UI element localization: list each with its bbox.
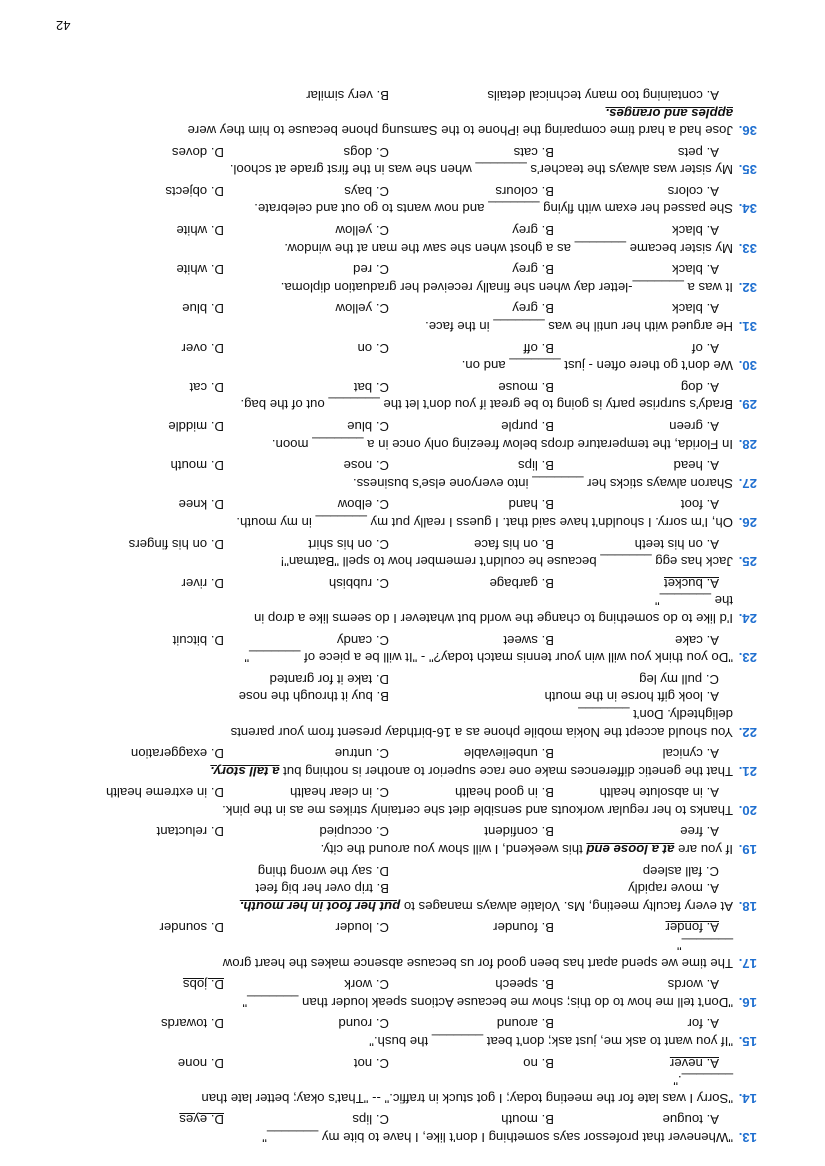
idiom-phrase: put her foot in her mouth. xyxy=(239,898,401,914)
question-number: 20. xyxy=(738,802,757,818)
options-row xyxy=(57,919,757,937)
question-number: 26. xyxy=(738,515,757,530)
question-text: "Whenever that professor says something I don't like, I have to bite my _______" xyxy=(262,1130,733,1145)
answer-option[interactable]: C. pull my leg xyxy=(639,671,719,687)
answer-option[interactable]: B. no xyxy=(523,1055,554,1071)
question-text: Oh, I'm sorry. I shouldn't have said that. I guess I really put my _______ in my mouth. xyxy=(236,515,733,530)
answer-option[interactable]: D. blue xyxy=(182,301,224,317)
question-item xyxy=(57,862,757,915)
question-number: 36. xyxy=(738,123,757,139)
question-stem xyxy=(57,801,757,819)
options-row xyxy=(57,378,757,396)
question-stem xyxy=(57,649,757,667)
options-row xyxy=(57,880,757,898)
options-row xyxy=(57,1015,757,1033)
question-item xyxy=(57,1111,757,1146)
question-stem xyxy=(57,1032,757,1050)
answer-option[interactable]: A. cynical xyxy=(662,746,719,762)
question-number: 28. xyxy=(738,436,757,452)
answer-option[interactable]: A. look gift horse in the mouth xyxy=(544,689,719,705)
question-number: 16. xyxy=(738,994,757,1010)
question-item xyxy=(57,574,757,627)
question-stem xyxy=(57,161,757,179)
question-item xyxy=(57,745,757,780)
question-text: That the genetic differences make one race superior to another is nothing but xyxy=(279,763,733,779)
question-item xyxy=(57,535,757,570)
question-number: 23. xyxy=(738,650,757,666)
question-text-end: this weekend, I will show you around the city. xyxy=(320,842,587,858)
answer-option[interactable]: D. white xyxy=(176,223,224,239)
question-stem xyxy=(57,936,757,971)
question-item xyxy=(57,1015,757,1050)
question-text: My sister was always the teacher's _______ when she was in the first grade at school. xyxy=(229,162,733,178)
question-stem xyxy=(57,239,757,257)
question-stem xyxy=(57,993,757,1011)
answer-option[interactable]: C. red xyxy=(353,262,389,278)
answer-option[interactable]: A. foot xyxy=(680,497,719,513)
answer-option[interactable]: D. mouth xyxy=(170,458,224,474)
answer-option[interactable]: B. garbage xyxy=(489,575,554,591)
answer-option[interactable]: C. bat xyxy=(353,379,389,395)
question-stem xyxy=(57,841,757,859)
question-stem xyxy=(57,396,757,414)
question-text: She passed her exam with flying _______ and now wants to go out and celebrate. xyxy=(254,201,733,217)
answer-option[interactable]: A. black xyxy=(672,223,719,239)
question-text: "If you want to ask me, just ask; don't beat _______ the bush." xyxy=(369,1034,733,1050)
question-number: 31. xyxy=(738,319,757,335)
answer-option[interactable]: C. on xyxy=(357,340,389,356)
options-row xyxy=(57,574,757,592)
answer-option[interactable]: A. black xyxy=(672,262,719,278)
question-text: At every faculty meeting, Ms. Volatie always manages to xyxy=(400,898,733,914)
question-stem xyxy=(57,474,757,492)
answer-option[interactable]: C. work xyxy=(344,977,389,993)
question-item xyxy=(57,496,757,531)
answer-option[interactable]: D. exaggeration xyxy=(130,746,224,762)
question-text: You should accept the Nokia mobile phone as a 16-birthday present from your parents xyxy=(230,724,733,740)
question-item xyxy=(57,182,757,217)
answer-option[interactable]: B. mouth xyxy=(501,1112,554,1128)
answer-option[interactable]: C. rubbish xyxy=(328,575,389,591)
answer-option[interactable]: B. trip over her big feet xyxy=(255,881,389,897)
answer-option[interactable]: B. grey xyxy=(512,223,554,239)
answer-option[interactable]: B. purple xyxy=(501,419,554,435)
answer-option[interactable]: C. lips xyxy=(352,1112,389,1128)
question-stem xyxy=(57,592,757,627)
answer-option[interactable]: D. towards xyxy=(160,1016,224,1032)
answer-option[interactable]: A. dog xyxy=(680,379,719,395)
question-text: I'd like to do something to change the world but whatever I do seems like a drop in xyxy=(253,610,733,626)
answer-option[interactable]: B. colours xyxy=(495,183,554,199)
answer-option[interactable]: A. free xyxy=(680,824,719,840)
answer-option[interactable]: C. candy xyxy=(336,632,389,648)
question-item xyxy=(57,784,757,819)
question-number: 35. xyxy=(738,162,757,178)
question-item xyxy=(57,976,757,1011)
answer-option[interactable]: A. move rapidly xyxy=(628,881,719,897)
answer-option[interactable]: D. doves xyxy=(171,144,224,160)
question-item xyxy=(57,1054,757,1107)
answer-option[interactable]: D. white xyxy=(176,262,224,278)
options-row xyxy=(57,339,757,357)
idiom-phrase: apples and oranges. xyxy=(605,105,733,121)
question-item xyxy=(57,457,757,492)
question-text: If you are xyxy=(674,842,733,858)
answer-option[interactable]: D. eyes xyxy=(179,1112,224,1128)
answer-option[interactable]: D. on his fingers xyxy=(128,536,224,552)
question-item xyxy=(57,222,757,257)
idiom-phrase: at a loose end xyxy=(586,842,675,858)
answer-option[interactable]: B. cats xyxy=(513,144,554,160)
answer-option[interactable]: A. black xyxy=(672,301,719,317)
answer-option[interactable]: C. louder xyxy=(335,920,389,936)
answer-option[interactable]: B. mouse xyxy=(498,379,554,395)
question-text-line2: _______." xyxy=(673,1073,733,1089)
options-row xyxy=(57,261,757,279)
question-item xyxy=(57,86,757,139)
question-item xyxy=(57,631,757,666)
options-row xyxy=(57,182,757,200)
question-text-line2: _______" xyxy=(676,938,733,954)
options-row xyxy=(57,143,757,161)
question-number: 32. xyxy=(738,279,757,295)
options-row xyxy=(57,784,757,802)
answer-option[interactable]: B. in good health xyxy=(455,785,554,801)
question-item xyxy=(57,339,757,374)
question-number: 19. xyxy=(738,842,757,858)
options-row xyxy=(57,745,757,763)
answer-option[interactable]: D. objects xyxy=(165,183,224,199)
answer-option[interactable]: D. knee xyxy=(178,497,224,513)
question-stem xyxy=(57,513,757,531)
question-list xyxy=(57,82,757,1146)
question-text: "Don't tell me how to do this; show me because Actions speak louder than _______" xyxy=(242,994,733,1010)
question-item xyxy=(57,417,757,452)
answer-option[interactable]: A. fonder xyxy=(665,920,719,936)
page-number: 42 xyxy=(56,18,71,33)
question-item xyxy=(57,378,757,413)
question-number: 25. xyxy=(738,554,757,570)
question-number: 29. xyxy=(738,397,757,413)
answer-option[interactable]: D. none xyxy=(177,1055,224,1071)
options-row xyxy=(57,670,757,688)
answer-option[interactable]: C. in clear health xyxy=(290,785,389,801)
answer-option[interactable]: A. containing too many technical details xyxy=(487,87,719,103)
options-row xyxy=(57,496,757,514)
answer-option[interactable]: C. blue xyxy=(347,419,389,435)
question-number: 18. xyxy=(738,898,757,914)
question-stem xyxy=(57,762,757,780)
answer-option[interactable]: A. cake xyxy=(675,632,719,648)
question-text: In Florida, the temperature drops below freezing only once in a _______ moon. xyxy=(271,436,733,452)
question-text: Thanks to her regular workouts and sensible diet she certainly strikes me as in the pink. xyxy=(222,802,733,818)
answer-option[interactable]: B. sweet xyxy=(503,632,554,648)
answer-option[interactable]: C. round xyxy=(338,1016,389,1032)
question-number: 15. xyxy=(738,1034,757,1050)
question-text: Jose had a hard time comparing the iPhone to the Samsung phone because to him they were xyxy=(187,123,733,139)
answer-option[interactable]: B. on his face xyxy=(474,536,554,552)
question-text: He argued with her until he was _______ in the face. xyxy=(425,319,733,335)
answer-option[interactable]: A. never xyxy=(669,1055,719,1071)
options-row xyxy=(57,631,757,649)
answer-option[interactable]: C. nose xyxy=(343,458,389,474)
answer-option[interactable]: C. bays xyxy=(344,183,389,199)
question-text-line2: the _______" xyxy=(654,593,733,609)
answer-option[interactable]: C. not xyxy=(353,1055,389,1071)
options-row xyxy=(57,976,757,994)
answer-option[interactable]: A. tougue xyxy=(662,1112,719,1128)
options-row xyxy=(57,688,757,706)
answer-option[interactable]: D. in extreme health xyxy=(105,785,224,801)
question-stem xyxy=(57,104,757,139)
answer-option[interactable]: B. off xyxy=(523,340,554,356)
question-text: Brady's surprise party is going to be great if you don't let the _______ out of the bag. xyxy=(240,397,733,413)
answer-option[interactable]: A. pets xyxy=(677,144,719,160)
answer-option[interactable]: C. elbow xyxy=(337,497,389,513)
options-row xyxy=(57,535,757,553)
question-number: 33. xyxy=(738,240,757,256)
answer-option[interactable]: C. on his shirt xyxy=(308,536,389,552)
question-number: 14. xyxy=(738,1090,757,1106)
answer-option[interactable]: A. of xyxy=(691,340,719,356)
question-number: 24. xyxy=(738,610,757,626)
answer-option[interactable]: B. unbelievable xyxy=(463,746,554,762)
answer-option[interactable]: B. founder xyxy=(493,920,554,936)
answer-option[interactable]: D. bitcuit xyxy=(172,632,224,648)
question-item xyxy=(57,919,757,972)
question-text: "Do you think you will win your tennis match today?" - "It will be a piece of _______" xyxy=(244,650,733,666)
options-row xyxy=(57,1111,757,1129)
question-stem xyxy=(57,553,757,571)
options-row xyxy=(57,222,757,240)
answer-option[interactable]: D. say the wrong thing xyxy=(257,863,389,879)
answer-option[interactable]: B. very similar xyxy=(306,87,389,103)
question-item xyxy=(57,823,757,858)
options-row xyxy=(57,457,757,475)
answer-option[interactable]: C. fall asleep xyxy=(642,863,719,879)
answer-option[interactable]: A. colors xyxy=(667,183,719,199)
question-text: The time we spend apart has been good for us because absence makes the heart grow xyxy=(222,955,733,971)
options-row xyxy=(57,862,757,880)
answer-option[interactable]: D. over xyxy=(181,340,224,356)
answer-option[interactable]: B. lips xyxy=(518,458,554,474)
options-row xyxy=(57,823,757,841)
answer-option[interactable]: A. head xyxy=(673,458,719,474)
question-number: 34. xyxy=(738,201,757,217)
answer-option[interactable]: C. untrue xyxy=(334,746,389,762)
options-row xyxy=(57,86,757,104)
answer-option[interactable]: C. dogs xyxy=(343,144,389,160)
answer-option[interactable]: D. sounder xyxy=(159,920,224,936)
question-item xyxy=(57,670,757,740)
question-stem xyxy=(57,278,757,296)
options-row xyxy=(57,300,757,318)
answer-option[interactable]: B. hand xyxy=(508,497,554,513)
idiom-phrase: a tall story. xyxy=(210,763,280,779)
question-stem xyxy=(57,705,757,740)
answer-option[interactable]: A. green xyxy=(669,419,719,435)
question-text-line2: delightedly. Don't _______ xyxy=(578,706,733,722)
question-stem xyxy=(57,1128,757,1146)
question-text: Jack has egg _______ because he couldn't remember how to spell "Batman"! xyxy=(280,554,733,570)
answer-option[interactable]: A. words xyxy=(667,977,719,993)
answer-option[interactable]: A. in absolute health xyxy=(599,785,719,801)
options-row xyxy=(57,1054,757,1072)
question-number: 17. xyxy=(738,955,757,971)
answer-option[interactable]: D. middle xyxy=(168,419,224,435)
question-text: My sister became _______ as a ghost when she saw the man at the window. xyxy=(284,240,733,256)
answer-option[interactable]: B. speech xyxy=(495,977,554,993)
question-number: 27. xyxy=(738,475,757,491)
options-row xyxy=(57,417,757,435)
answer-option[interactable]: D. river xyxy=(181,575,224,591)
question-text: "Sorry I was late for the meeting today; I got stuck in traffic." -- "That's okay; better late than xyxy=(201,1090,733,1106)
question-stem xyxy=(57,357,757,375)
question-stem xyxy=(57,1072,757,1107)
answer-option[interactable]: B. confident xyxy=(484,824,554,840)
question-number: 30. xyxy=(738,358,757,374)
answer-option[interactable]: D. reluctant xyxy=(156,824,224,840)
question-text: It was a _______-letter day when she finally received her graduation diploma. xyxy=(280,279,733,295)
answer-option[interactable]: B. buy it through the nose xyxy=(238,689,389,705)
answer-option[interactable]: B. grey xyxy=(512,301,554,317)
question-stem xyxy=(57,435,757,453)
question-stem xyxy=(57,897,757,915)
answer-option[interactable]: D. take it for granted xyxy=(269,671,389,687)
question-item xyxy=(57,143,757,178)
answer-option[interactable]: A. for xyxy=(687,1016,719,1032)
question-text: Sharon always sticks her _______ into everyone else's business. xyxy=(352,475,733,491)
question-stem xyxy=(57,317,757,335)
question-stem xyxy=(57,200,757,218)
answer-option[interactable]: A. on his teeth xyxy=(634,536,719,552)
question-number: 22. xyxy=(738,724,757,740)
question-number: 13. xyxy=(738,1130,757,1145)
answer-option[interactable]: C. yellow xyxy=(335,223,389,239)
answer-option[interactable]: A. bucket xyxy=(664,575,719,591)
question-item xyxy=(57,300,757,335)
question-number: 21. xyxy=(738,763,757,779)
question-item xyxy=(57,261,757,296)
answer-option[interactable]: C. yellow xyxy=(335,301,389,317)
question-text: We don't go there often - just _______ and on. xyxy=(461,358,733,374)
answer-option[interactable]: D. cat xyxy=(189,379,224,395)
answer-option[interactable]: D. jobs xyxy=(182,977,224,993)
answer-option[interactable]: C. occupied xyxy=(319,824,389,840)
answer-option[interactable]: B. grey xyxy=(512,262,554,278)
answer-option[interactable]: B. around xyxy=(496,1016,554,1032)
